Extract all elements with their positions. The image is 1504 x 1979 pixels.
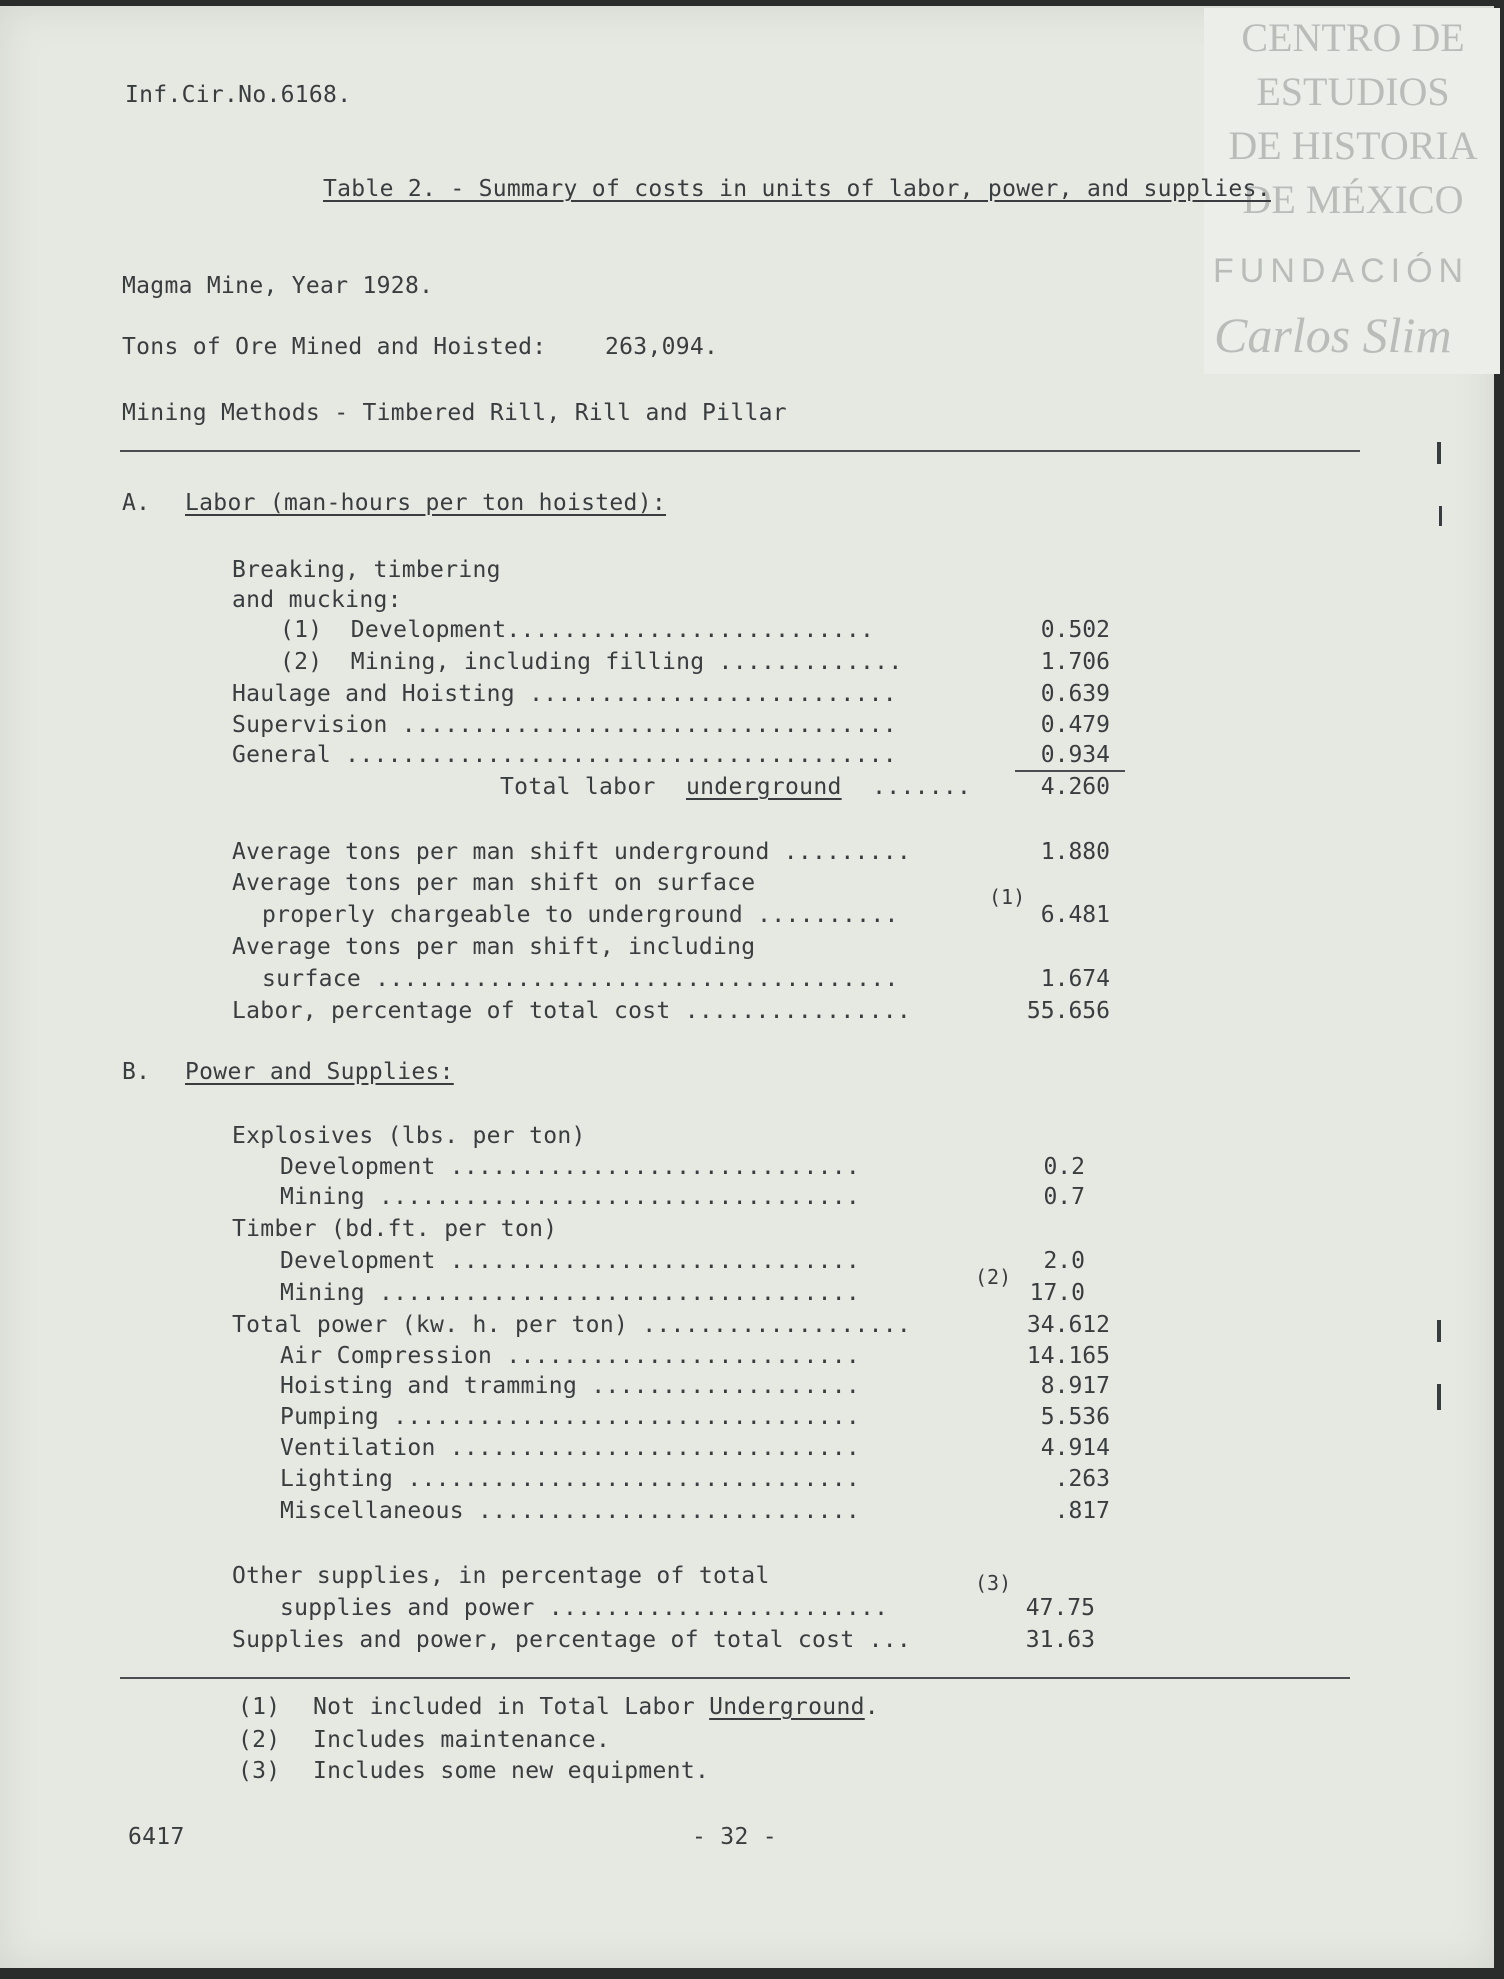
watermark-line-4: DE MÉXICO — [1242, 177, 1464, 222]
page-number: - 32 - — [692, 1824, 777, 1850]
total-rule — [1015, 770, 1125, 772]
total-label: Total labor — [500, 774, 656, 800]
row-label: and mucking: — [232, 587, 402, 613]
margin-mark — [1437, 1384, 1441, 1410]
row-value: 0.7 — [1043, 1184, 1085, 1210]
row-value: 1.674 — [1040, 966, 1110, 992]
margin-mark — [1437, 442, 1441, 464]
footnote-mark: (1) — [238, 1694, 281, 1720]
footnote-text: Includes some new equipment. — [313, 1758, 710, 1784]
row-value: 17.0 — [1029, 1280, 1085, 1306]
footnote-text — [313, 1694, 879, 1720]
row-value: 1.880 — [1040, 839, 1110, 865]
top-divider — [120, 450, 1360, 452]
footnote-ref: (3) — [975, 1571, 1012, 1595]
row-value: 5.536 — [1040, 1404, 1110, 1430]
row-label: surface ..................................... — [262, 966, 899, 992]
row-label: Average tons per man shift on surface — [232, 870, 756, 896]
row-value: 14.165 — [1026, 1343, 1110, 1369]
total-value: 4.260 — [1040, 774, 1110, 800]
tons-value: 263,094. — [605, 334, 719, 360]
row-label: Average tons per man shift underground ......... — [232, 839, 912, 865]
row-label: Development ............................. — [280, 1154, 861, 1180]
footnote-text: Includes maintenance. — [313, 1727, 611, 1753]
tons-label: Tons of Ore Mined and Hoisted: — [122, 334, 547, 360]
row-label: Mining .................................. — [280, 1184, 861, 1210]
margin-mark — [1437, 1320, 1441, 1342]
row-value: 8.917 — [1040, 1373, 1110, 1399]
row-label: Ventilation ............................. — [280, 1435, 861, 1461]
row-label: properly chargeable to underground .......... — [262, 902, 899, 928]
row-value: 6.481 — [1040, 902, 1110, 928]
row-label: Supplies and power, percentage of total cost ... — [232, 1627, 912, 1653]
section-a-letter: A. — [122, 490, 151, 516]
row-value: 0.479 — [1040, 712, 1110, 738]
row-label: Development ............................. — [280, 1248, 861, 1274]
row-label: Haulage and Hoisting .......................... — [232, 681, 897, 707]
row-label: Mining .................................. — [280, 1280, 861, 1306]
row-value: 34.612 — [1026, 1312, 1110, 1338]
row-label: Average tons per man shift, including — [232, 934, 756, 960]
watermark-line-1: CENTRO DE — [1241, 15, 1465, 60]
row-label: Supervision ................................... — [232, 712, 897, 738]
row-label: Breaking, timbering — [232, 557, 501, 583]
table-title: Table 2. - Summary of costs in units of labor, power, and supplies. — [323, 176, 1271, 202]
footnote-mark: (2) — [238, 1727, 281, 1753]
row-label: General ....................................... — [232, 742, 897, 768]
row-value: 0.934 — [1040, 742, 1110, 768]
row-value: 0.502 — [1040, 617, 1110, 643]
row-value: .263 — [1054, 1466, 1110, 1492]
footnote-text-post: . — [864, 1694, 879, 1720]
section-a-heading: Labor (man-hours per ton hoisted): — [185, 490, 667, 516]
section-b-letter: B. — [122, 1059, 151, 1085]
row-label: Air Compression ......................... — [280, 1343, 861, 1369]
margin-mark — [1439, 506, 1442, 526]
row-label: Hoisting and tramming ................... — [280, 1373, 861, 1399]
footnote-text-underline: Underground — [709, 1694, 865, 1720]
watermark-line-3: DE HISTORIA — [1228, 123, 1478, 168]
row-value: 0.2 — [1043, 1154, 1085, 1180]
mine-year: Magma Mine, Year 1928. — [122, 273, 434, 299]
total-label-underground: underground — [686, 774, 842, 800]
row-label: supplies and power ........................ — [280, 1595, 889, 1621]
watermark-line-5: FUNDACIÓN — [1213, 252, 1470, 290]
footnote-mark: (3) — [238, 1758, 281, 1784]
row-value: 55.656 — [1026, 998, 1110, 1024]
watermark-signature: Carlos Slim — [1214, 307, 1452, 363]
row-value: 0.639 — [1040, 681, 1110, 707]
row-value: .817 — [1054, 1498, 1110, 1524]
row-label: Miscellaneous ........................... — [280, 1498, 861, 1524]
row-label: Total power (kw. h. per ton) ................... — [232, 1312, 912, 1338]
row-value: 1.706 — [1040, 649, 1110, 675]
document-code: 6417 — [128, 1824, 185, 1850]
row-value: 2.0 — [1043, 1248, 1085, 1274]
document-page — [0, 6, 1494, 1968]
row-label: (2) Mining, including filling ............. — [280, 649, 903, 675]
section-b-heading: Power and Supplies: — [185, 1059, 454, 1085]
row-value: 4.914 — [1040, 1435, 1110, 1461]
circular-number: Inf.Cir.No.6168. — [125, 82, 352, 108]
total-dots: ....... — [858, 774, 972, 800]
row-label: Explosives (lbs. per ton) — [232, 1123, 586, 1149]
mining-methods: Mining Methods - Timbered Rill, Rill and Pillar — [122, 400, 787, 426]
footnote-ref: (1) — [989, 885, 1026, 909]
row-value: 47.75 — [1025, 1595, 1095, 1621]
row-label: (1) Development.......................... — [280, 617, 875, 643]
row-label: Other supplies, in percentage of total — [232, 1563, 770, 1589]
watermark-line-2: ESTUDIOS — [1256, 69, 1450, 114]
row-label: Pumping ................................. — [280, 1404, 861, 1430]
row-label: Lighting ................................ — [280, 1466, 861, 1492]
row-label: Labor, percentage of total cost ................ — [232, 998, 912, 1024]
footnote-ref: (2) — [975, 1265, 1012, 1289]
row-label: Timber (bd.ft. per ton) — [232, 1216, 558, 1242]
row-value: 31.63 — [1025, 1627, 1095, 1653]
footnote-text-pre: Not included in Total Labor — [313, 1694, 710, 1720]
footnote-divider — [120, 1677, 1350, 1679]
